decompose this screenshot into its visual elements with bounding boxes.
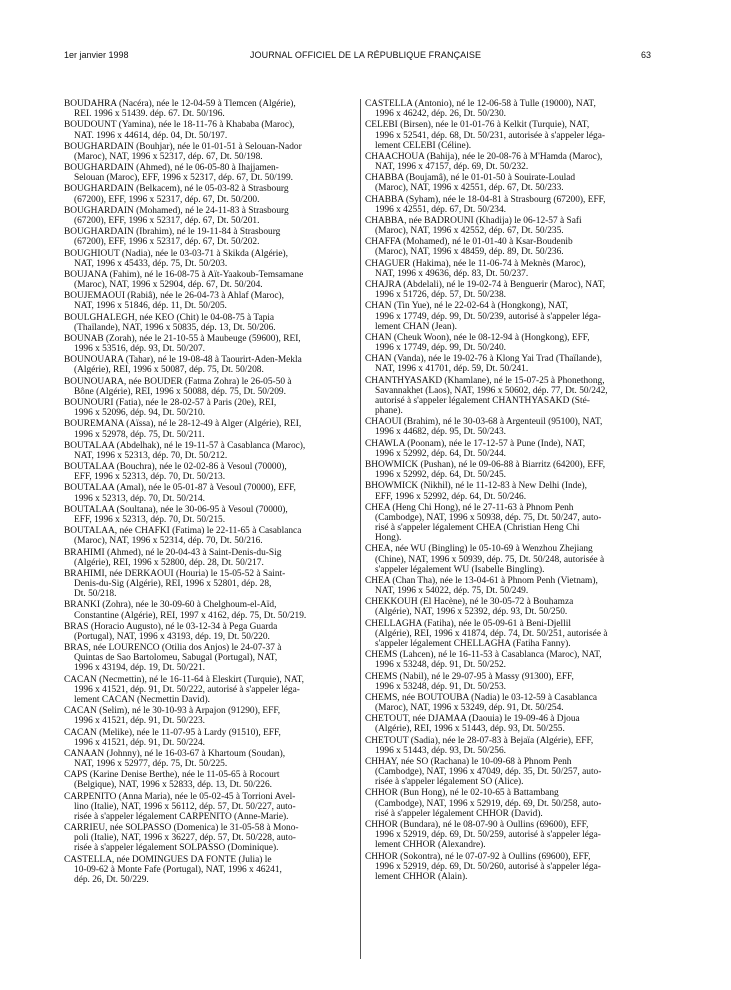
- register-entry: [365, 650, 661, 670]
- entry-first-line: CHAGUER (Hakima), née le 11-06-74 à Meknès (Maroc),: [365, 258, 586, 269]
- register-entry: [64, 441, 361, 461]
- entry-continuation-line: lement CHAN (Jean).: [375, 321, 458, 332]
- entry-first-line: CACAN (Melike), née le 11-07-95 à Lardy (91510), EFF,: [64, 727, 281, 738]
- register-entry: [64, 142, 361, 162]
- entry-continuation-line: (Maroc), NAT, 1996 x 48459, dép. 89, Dt. 50/236.: [375, 247, 564, 258]
- entry-continuation-line: risé à s'appeler légalement CHEA (Christian Heng Chi: [375, 523, 580, 534]
- register-entry: [64, 600, 361, 620]
- register-entry: [64, 462, 361, 482]
- page-header: [0, 50, 731, 64]
- entry-continuation-line: NAT, 1996 x 49636, dép. 83, Dt. 50/237.: [375, 268, 529, 279]
- register-entry: [365, 619, 661, 649]
- entry-continuation-line: (Maroc), NAT, 1996 x 52904, dép. 67, Dt. 50/204.: [74, 280, 263, 291]
- entry-first-line: CACAN (Necmettin), né le 16-11-64 à Eleskirt (Turquie), NAT,: [64, 674, 304, 685]
- entry-first-line: BOUJANA (Fahim), né le 16-08-75 à Aït-Yaakoub-Temsamane: [64, 269, 304, 280]
- register-entry: [64, 355, 361, 375]
- register-entry: [365, 417, 661, 437]
- register-entry: [365, 576, 661, 596]
- entry-continuation-line: (Maroc), NAT, 1996 x 53249, dép. 91, Dt. 50/254.: [375, 703, 564, 714]
- entry-first-line: CHABBA, née BADROUNI (Khadija) le 06-12-57 à Safi: [365, 215, 582, 226]
- entry-continuation-line: (67200), EFF, 1996 x 52317, dép. 67, Dt. 50/200.: [74, 194, 260, 205]
- entry-continuation-line: (Algérie), REI, 1996 x 50087, dép. 75, Dt. 50/208.: [74, 365, 264, 376]
- entry-continuation-line: NAT, 1996 x 45433, dép. 75, Dt. 50/203.: [74, 258, 228, 269]
- entry-first-line: BOUTALAA (Amal), née le 05-01-87 à Vesoul (70000), EFF,: [64, 483, 296, 494]
- entry-first-line: BHOWMICK (Nikhil), né le 11-12-83 à New Delhi (Inde),: [365, 481, 587, 492]
- register-entry: [64, 163, 361, 183]
- register-entry: [64, 398, 361, 418]
- issue-date: 1er janvier 1998: [64, 50, 129, 60]
- entry-continuation-line: (Maroc), NAT, 1996 x 42552, dép. 67, Dt. 50/235.: [375, 226, 564, 237]
- entry-continuation-line: Savannakhet (Laos), NAT, 1996 x 50602, dép. 77, Dt. 50/242,: [375, 385, 608, 396]
- register-entry: [64, 334, 361, 354]
- register-entry: [365, 259, 661, 279]
- entry-first-line: CASTELLA, née DOMINGUES DA FONTE (Julia) le: [64, 854, 272, 865]
- entry-continuation-line: (Cambodge), NAT, 1996 x 47049, dép. 35, Dt. 50/257, auto-: [375, 767, 602, 778]
- entry-first-line: BRAHIMI, née DERKAOUI (Houria) le 15-05-52 à Saint-: [64, 568, 286, 579]
- entry-continuation-line: Bône (Algérie), REI, 1996 x 50088, dép. 75, Dt. 50/209.: [74, 386, 286, 397]
- entry-continuation-line: (67200), EFF, 1996 x 52317, dép. 67, Dt. 50/202.: [74, 237, 260, 248]
- entry-first-line: CELEBI (Birsen), née le 01-01-76 à Kelkit (Turquie), NAT,: [365, 120, 590, 131]
- journal-title: JOURNAL OFFICIEL DE LA RÉPUBLIQUE FRANÇAISE: [249, 50, 482, 60]
- register-entry: [365, 280, 661, 300]
- register-entry: [365, 439, 661, 459]
- register-entry: [365, 597, 661, 617]
- entry-continuation-line: (Cambodge), NAT, 1996 x 52919, dép. 69, Dt. 50/258, auto-: [375, 798, 602, 809]
- entry-first-line: BOUJEMAOUI (Rabiâ), née le 26-04-73 à Ahlaf (Maroc),: [64, 291, 284, 302]
- entry-first-line: CHEMS (Nabil), né le 29-07-95 à Massy (91300), EFF,: [365, 671, 574, 682]
- register-entry: [64, 548, 361, 568]
- entry-first-line: BOUGHARDAIN (Bouhjar), née le 01-01-51 à Selouan-Nador: [64, 141, 302, 152]
- entry-continuation-line: (Algérie), REI, 1996 x 41874, dép. 74, Dt. 50/251, autorisée à: [375, 628, 608, 639]
- register-entry: [64, 291, 361, 311]
- entry-first-line: CHEKKOUH (El Hacène), né le 30-05-72 à Bouhamza: [365, 597, 574, 608]
- entry-continuation-line: 1996 x 46242, dép. 26, Dt. 50/230.: [375, 109, 506, 120]
- register-entry: [365, 757, 661, 787]
- entry-continuation-line: 1996 x 52978, dép. 75, Dt. 50/211.: [74, 429, 205, 440]
- entry-continuation-line: 1996 x 53248, dép. 91, Dt. 50/252.: [375, 660, 506, 671]
- entry-continuation-line: risé à s'appeler légalement CHHOR (David).: [375, 808, 543, 819]
- entry-continuation-line: 1996 x 41521, dép. 91, Dt. 50/224.: [74, 737, 205, 748]
- register-entry: [64, 270, 361, 290]
- entry-continuation-line: NAT, 1996 x 47157, dép. 69, Dt. 50/232.: [375, 162, 529, 173]
- entry-first-line: BOUTALAA (Bouchra), née le 02-02-86 à Vesoul (70000),: [64, 462, 287, 473]
- entry-first-line: CASTELLA (Antonio), né le 12-06-58 à Tulle (19000), NAT,: [365, 99, 596, 109]
- entry-first-line: CHEA (Heng Chi Hong), né le 27-11-63 à Phnom Penh: [365, 502, 574, 513]
- entry-continuation-line: 1996 x 53516, dép. 93, Dt. 50/207.: [74, 344, 205, 355]
- register-entry: [64, 569, 361, 599]
- register-entry: [365, 820, 661, 850]
- entry-first-line: BRAHIMI (Ahmed), né le 20-04-43 à Saint-Denis-du-Sig: [64, 547, 282, 558]
- register-entry: [64, 377, 361, 397]
- entry-first-line: BOUTALAA, née CHAFKI (Fatima) le 22-11-65 à Casablanca: [64, 526, 302, 537]
- entry-continuation-line: EFF, 1996 x 52313, dép. 70, Dt. 50/213.: [74, 472, 226, 483]
- register-entry: [365, 460, 661, 480]
- entry-first-line: CHHOR (Bun Hong), né le 02-10-65 à Battambang: [365, 788, 559, 799]
- entry-first-line: CARRIEU, née SOLPASSO (Domenica) le 31-05-58 à Mono-: [64, 823, 299, 834]
- entry-continuation-line: lement CHHOR (Alexandre).: [375, 840, 486, 851]
- entry-continuation-line: Selouan (Maroc), EFF, 1996 x 52317, dép. 67, Dt. 50/199.: [74, 173, 294, 184]
- entry-continuation-line: (Maroc), NAT, 1996 x 52317, dép. 67, Dt. 50/198.: [74, 151, 263, 162]
- register-entry: [365, 195, 661, 215]
- entry-continuation-line: 1996 x 41521, dép. 91, Dt. 50/223.: [74, 716, 205, 727]
- register-entry: [64, 120, 361, 140]
- entry-continuation-line: lement CACAN (Necmettin David).: [74, 694, 210, 705]
- entry-first-line: BOUDOUNT (Yamina), née le 18-11-76 à Khababa (Maroc),: [64, 120, 295, 131]
- register-entry: [365, 216, 661, 236]
- entry-first-line: CHETOUT, née DJAMAA (Daouia) le 19-09-46 à Djoua: [365, 714, 580, 725]
- entry-continuation-line: 1996 x 52541, dép. 68, Dt. 50/231, autorisée à s'appeler léga-: [375, 130, 606, 141]
- entry-continuation-line: (Maroc), NAT, 1996 x 52314, dép. 70, Dt. 50/216.: [74, 536, 263, 547]
- entry-continuation-line: risée à s'appeler légalement SOLPASSO (Dominique).: [74, 843, 279, 854]
- entry-continuation-line: 1996 x 52919, dép. 69, Dt. 50/260, autorisé à s'appeler léga-: [375, 861, 601, 872]
- entry-continuation-line: (Algérie), REI, 1996 x 51443, dép. 93, Dt. 50/255.: [375, 724, 565, 735]
- entry-continuation-line: Dt. 50/218.: [74, 589, 117, 600]
- register-entry: [64, 706, 361, 726]
- entry-continuation-line: (Chine), NAT, 1996 x 50939, dép. 75, Dt. 50/248, autorisée à: [375, 554, 605, 565]
- register-entry: [365, 237, 661, 257]
- entry-continuation-line: (Portugal), NAT, 1996 x 43193, dép. 19, Dt. 50/220.: [74, 631, 270, 642]
- register-entry: [365, 672, 661, 692]
- register-entry: [64, 419, 361, 439]
- entry-first-line: CHAN (Tin Yue), né le 22-02-64 à (Hongkong), NAT,: [365, 301, 569, 312]
- entry-first-line: CHAN (Cheuk Woon), née le 08-12-94 à (Hongkong), EFF,: [365, 332, 590, 343]
- entry-first-line: CHEA (Chan Tha), née le 13-04-61 à Phnom Penh (Vietnam),: [365, 575, 598, 586]
- register-entry: [64, 505, 361, 525]
- entry-first-line: BRAS (Horacio Augusto), né le 03-12-34 à Pega Guarda: [64, 621, 278, 632]
- register-entry: [64, 675, 361, 705]
- entry-first-line: CACAN (Selim), né le 30-10-93 à Arpajon (91290), EFF,: [64, 706, 281, 717]
- entry-first-line: CHAN (Vanda), née le 19-02-76 à Klong Yai Trad (Thaïlande),: [365, 354, 602, 365]
- register-entry: [64, 749, 361, 769]
- entry-first-line: CHABBA (Syham), née le 18-04-81 à Strasbourg (67200), EFF,: [365, 194, 606, 205]
- page-number: 63: [640, 50, 651, 60]
- entry-first-line: BOUGHARDAIN (Ahmed), né le 06-05-80 à Ihajjamen-: [64, 163, 279, 174]
- entry-first-line: BOUTALAA (Abdelhak), né le 19-11-57 à Casablanca (Maroc),: [64, 440, 306, 451]
- register-entry: [64, 770, 361, 790]
- entry-continuation-line: risée à s'appeler légalement CARPENITO (Anne-Marie).: [74, 811, 289, 822]
- entry-continuation-line: Hong).: [375, 533, 402, 544]
- entry-first-line: BOUNOUARA, née BOUDER (Fatma Zohra) le 26-05-50 à: [64, 376, 292, 387]
- entry-first-line: CHAWLA (Poonam), née le 17-12-57 à Pune (Inde), NAT,: [365, 438, 586, 449]
- entry-first-line: BRANKI (Zohra), née le 30-09-60 à Chelghoum-el-Aïd,: [64, 600, 277, 611]
- register-entry: [64, 526, 361, 546]
- entry-continuation-line: (Algérie), NAT, 1996 x 52392, dép. 93, Dt. 50/250.: [375, 607, 568, 618]
- register-entry: [365, 173, 661, 193]
- entry-continuation-line: risée à s'appeler légalement SO (Alice).: [375, 777, 524, 788]
- entry-continuation-line: NAT. 1996 x 44614, dép. 04, Dt. 50/197.: [74, 130, 228, 141]
- entry-continuation-line: (Algérie), REI, 1996 x 52800, dép. 28, Dt. 50/217.: [74, 557, 264, 568]
- right-column: [365, 99, 661, 883]
- entry-first-line: CHELLAGHA (Fatiha), née le 05-09-61 à Beni-Djellil: [365, 618, 571, 629]
- entry-first-line: BOUNOUARA (Tahar), né le 19-08-48 à Taourirt-Aden-Mekla: [64, 355, 302, 366]
- register-entry: [365, 152, 661, 172]
- entry-first-line: CHHOR (Bundara), né le 08-07-90 à Oullins (69600), EFF,: [365, 819, 589, 830]
- register-entry: [64, 792, 361, 822]
- entry-continuation-line: NAT, 1996 x 51846, dép. 11, Dt. 50/205.: [74, 301, 227, 312]
- entry-first-line: CHAOUI (Brahim), né le 30-03-68 à Argenteuil (95100), NAT,: [365, 417, 603, 428]
- entry-continuation-line: NAT, 1996 x 41701, dép. 59, Dt. 50/241.: [375, 364, 529, 375]
- entry-continuation-line: 1996 x 52992, dép. 64, Dt. 50/245.: [375, 470, 506, 481]
- entry-first-line: CHABBA (Boujamâ), né le 01-01-50 à Souirate-Loulad: [365, 173, 576, 184]
- entry-continuation-line: 1996 x 52919, dép. 69, Dt. 50/259, autorisé à s'appeler léga-: [375, 830, 601, 841]
- register-entry: [365, 736, 661, 756]
- entry-first-line: BOUGHIOUT (Nadia), née le 03-03-71 à Skikda (Algérie),: [64, 248, 288, 259]
- register-entry: [365, 503, 661, 544]
- register-entry: [365, 301, 661, 331]
- entry-continuation-line: (Thaïlande), NAT, 1996 x 50835, dép. 13, Dt. 50/206.: [74, 322, 276, 333]
- entry-continuation-line: (67200), EFF, 1996 x 52317, dép. 67, Dt. 50/201.: [74, 215, 260, 226]
- entry-first-line: BOULGHALEGH, née KEO (Chit) le 04-08-75 à Tapia: [64, 312, 275, 323]
- entry-continuation-line: 1996 x 52313, dép. 70, Dt. 50/214.: [74, 493, 205, 504]
- entry-continuation-line: 1996 x 51726, dép. 57, Dt. 50/238.: [375, 290, 506, 301]
- register-entry: [64, 227, 361, 247]
- entry-continuation-line: 1996 x 53248, dép. 91, Dt. 50/253.: [375, 681, 506, 692]
- entry-first-line: CHETOUT (Sadia), née le 28-07-83 à Bejaïa (Algérie), EFF,: [365, 735, 594, 746]
- entry-continuation-line: 1996 x 17749, dép. 99, Dt. 50/240.: [375, 343, 506, 354]
- entry-continuation-line: NAT, 1996 x 52977, dép. 75, Dt. 50/225.: [74, 759, 228, 770]
- entry-first-line: BHOWMICK (Pushan), né le 09-06-88 à Biarritz (64200), EFF,: [365, 460, 606, 471]
- entry-continuation-line: Quintas de Sao Bartolomeu, Sabugal (Portugal), NAT,: [74, 653, 278, 664]
- register-entry: [64, 99, 361, 119]
- entry-continuation-line: (Maroc), NAT, 1996 x 42551, dép. 67, Dt. 50/233.: [375, 183, 564, 194]
- register-entry: [365, 354, 661, 374]
- register-entry: [365, 714, 661, 734]
- entry-continuation-line: s'appeler légalement CHELLAGHA (Fatiha Fanny).: [375, 638, 571, 649]
- entry-first-line: BOUTALAA (Soultana), née le 30-06-95 à Vesoul (70000),: [64, 504, 288, 515]
- register-entry: [64, 249, 361, 269]
- entry-continuation-line: EFF, 1996 x 52313, dép. 70, Dt. 50/215.: [74, 514, 226, 525]
- register-entry: [64, 622, 361, 642]
- register-entry: [365, 120, 661, 150]
- entry-continuation-line: autorisé à s'appeler légalement CHANTHYASAKD (Sté-: [375, 395, 590, 406]
- register-entry: [365, 788, 661, 818]
- entry-continuation-line: NAT, 1996 x 54022, dép. 75, Dt. 50/249.: [375, 586, 529, 597]
- entry-first-line: CHEMS (Lahcen), né le 16-11-53 à Casablanca (Maroc), NAT,: [365, 650, 602, 661]
- register-entry: [64, 823, 361, 853]
- entry-first-line: CAPS (Karine Denise Berthe), née le 11-05-65 à Rocourt: [64, 770, 280, 781]
- register-entry: [64, 206, 361, 226]
- entry-continuation-line: Constantine (Algérie), REI, 1997 x 4162, dép. 75, Dt. 50/219.: [74, 610, 307, 621]
- register-entry: [64, 184, 361, 204]
- entry-first-line: BOUGHARDAIN (Ibrahim), né le 19-11-84 à Strasbourg: [64, 227, 281, 238]
- entry-continuation-line: poli (Italie), NAT, 1996 x 36227, dép. 57, Dt. 50/228, auto-: [74, 833, 296, 844]
- entry-first-line: BRAS, née LOURENCO (Otilia dos Anjos) le 24-07-37 à: [64, 643, 282, 654]
- register-entry: [365, 852, 661, 882]
- register-entry: [365, 481, 661, 501]
- register-entry: [64, 313, 361, 333]
- entry-continuation-line: 1996 x 41521, dép. 91, Dt. 50/222, autorisé à s'appeler léga-: [74, 684, 300, 695]
- register-entry: [64, 728, 361, 748]
- column-divider: [360, 99, 361, 959]
- entry-continuation-line: 1996 x 44682, dép. 95, Dt. 50/243.: [375, 427, 506, 438]
- entry-first-line: BOUGHARDAIN (Mohamed), né le 24-11-83 à Strasbourg: [64, 205, 289, 216]
- entry-first-line: CHEMS, née BOUTOUBA (Nadia) le 03-12-59 à Casablanca: [365, 692, 598, 703]
- entry-continuation-line: REI. 1996 x 51439. dép. 67. Dt. 50/196.: [74, 109, 225, 120]
- entry-first-line: CHAJRA (Abdelali), né le 19-02-74 à Benguerir (Maroc), NAT,: [365, 280, 606, 291]
- register-entry: [365, 544, 661, 574]
- entry-continuation-line: phane).: [375, 406, 403, 417]
- entry-continuation-line: lino (Italie), NAT, 1996 x 56112, dép. 57, Dt. 50/227, auto-: [74, 801, 296, 812]
- register-entry: [365, 693, 661, 713]
- entry-first-line: BOUDAHRA (Nacéra), née le 12-04-59 à Tlemcen (Algérie),: [64, 99, 296, 109]
- entry-first-line: CANAAN (Johnny), né le 16-03-67 à Khartoum (Soudan),: [64, 748, 286, 759]
- register-entry: [64, 483, 361, 503]
- entry-continuation-line: Denis-du-Sig (Algérie), REI, 1996 x 52801, dép. 28,: [74, 579, 272, 590]
- entry-first-line: CHANTHYASAKD (Khamlane), né le 15-07-25 à Phonethong,: [365, 375, 605, 386]
- entry-continuation-line: lement CHHOR (Alain).: [375, 871, 468, 882]
- left-column: [64, 99, 361, 886]
- entry-continuation-line: (Cambodge), NAT, 1996 x 50938, dép. 75, Dt. 50/247, auto-: [375, 512, 602, 523]
- entry-first-line: BOUNAB (Zorah), née le 21-10-55 à Maubeuge (59600), REI,: [64, 333, 301, 344]
- entry-continuation-line: 10-09-62 à Monte Fafe (Portugal), NAT, 1996 x 46241,: [74, 864, 282, 875]
- entry-continuation-line: NAT, 1996 x 52313, dép. 70, Dt. 50/212.: [74, 450, 228, 461]
- entry-first-line: CHHOR (Sokontra), né le 07-07-92 à Oullins (69600), EFF,: [365, 851, 591, 862]
- entry-first-line: BOUNOURI (Fatia), née le 28-02-57 à Paris (20e), REI,: [64, 398, 277, 409]
- entry-continuation-line: s'appeler légalement WU (Isabelle Bingling).: [375, 564, 545, 575]
- register-entry: [365, 333, 661, 353]
- entry-continuation-line: lement CELEBI (Céline).: [375, 140, 472, 151]
- register-entry: [365, 99, 661, 119]
- entry-first-line: CHAACHOUA (Bahija), née le 20-08-76 à M'Hamda (Maroc),: [365, 151, 603, 162]
- entry-continuation-line: (Belgique), NAT, 1996 x 52833, dép. 13, Dt. 50/226.: [74, 780, 272, 791]
- entry-continuation-line: 1996 x 52096, dép. 94, Dt. 50/210.: [74, 408, 205, 419]
- entry-first-line: BOUREMANA (Aïssa), né le 28-12-49 à Alger (Algérie), REI,: [64, 419, 302, 430]
- entry-continuation-line: EFF, 1996 x 52992, dép. 64, Dt. 50/246.: [375, 491, 527, 502]
- entry-continuation-line: 1996 x 52992, dép. 64, Dt. 50/244.: [375, 448, 506, 459]
- entry-continuation-line: dép. 26, Dt. 50/229.: [74, 874, 149, 885]
- register-entry: [64, 855, 361, 885]
- entry-first-line: CHAFFA (Mohamed), né le 01-01-40 à Ksar-Boudenib: [365, 237, 573, 248]
- register-entry: [365, 376, 661, 417]
- entry-first-line: CHEA, née WU (Bingling) le 05-10-69 à Wenzhou Zhejiang: [365, 544, 593, 555]
- entry-continuation-line: 1996 x 17749, dép. 99, Dt. 50/239, autorisé à s'appeler léga-: [375, 311, 601, 322]
- entry-first-line: CHHAY, née SO (Rachana) le 10-09-68 à Phnom Penh: [365, 756, 572, 767]
- register-entry: [64, 643, 361, 673]
- entry-continuation-line: 1996 x 42551, dép. 67, Dt. 50/234.: [375, 204, 506, 215]
- entry-continuation-line: 1996 x 51443, dép. 93, Dt. 50/256.: [375, 745, 506, 756]
- entry-first-line: BOUGHARDAIN (Belkacem), né le 05-03-82 à Strasbourg: [64, 184, 289, 195]
- entry-continuation-line: 1996 x 43194, dép. 19, Dt. 50/221.: [74, 663, 205, 674]
- entry-first-line: CARPENITO (Anna Maria), née le 05-02-45 à Torrioni Avel-: [64, 791, 296, 802]
